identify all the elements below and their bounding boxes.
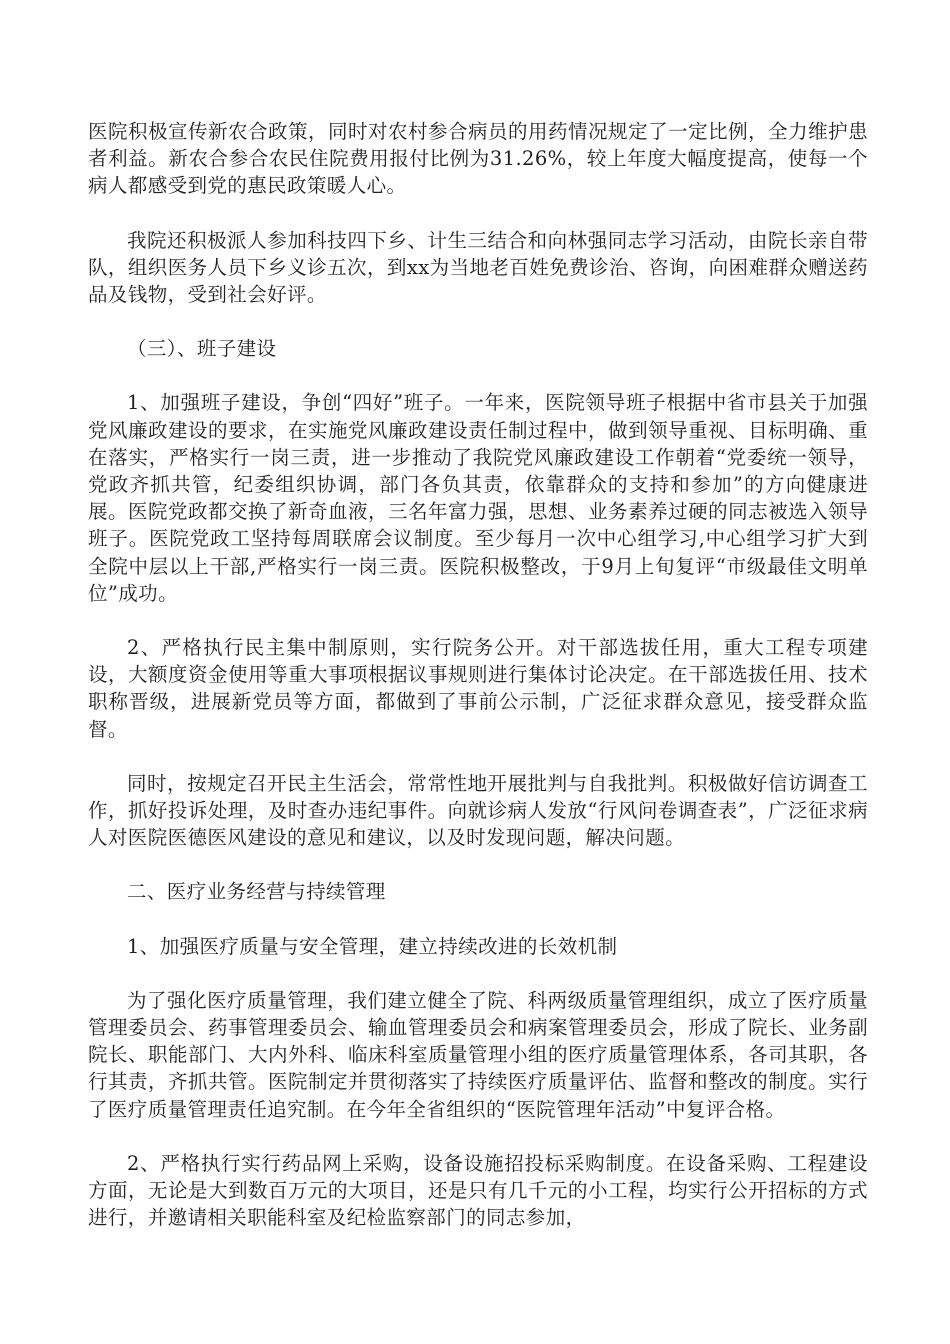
paragraph-ncms-policy: 医院积极宣传新农合政策，同时对农村参合病员的用药情况规定了一定比例，全力维护患者利益。新农合参合农民住院费用报付比例为31.26%，较上年度大幅度提高，使每一个病人都感受到党的惠民政策暖人心。 (88, 120, 868, 198)
paragraph-procurement: 2、严格执行实行药品网上采购，设备设施招投标采购制度。在设备采购、工程建设方面，无论是大到数百万元的大项目，还是只有几千元的小工程，均实行公开招标的方式进行，并邀请相关职能科室及纪检监察部门的同志参加， (88, 1151, 868, 1230)
subsection-heading-quality-safety: 1、加强医疗质量与安全管理，建立持续改进的长效机制 (127, 934, 618, 958)
paragraph-outreach-activities: 我院还积极派人参加科技四下乡、计生三结合和向林强同志学习活动，由院长亲自带队，组织医务人员下乡义诊五次，到xx为当地老百姓免费诊治、咨询，向困难群众赠送药品及钱物，受到社会好评。 (88, 228, 868, 307)
paragraph-quality-management: 为了强化医疗质量管理，我们建立健全了院、科两级质量管理组织，成立了医疗质量管理委员会、药事管理委员会、输血管理委员会和病案管理委员会，形成了院长、业务副院长、职能部门、大内外科、临床科室质量管理小组的医疗质量管理体系，各司其职，各行其责，齐抓共管。医院制定并贯彻落实了持续医疗质量评估、监督和整改的制度。实行了医疗质量管理责任追究制。在今年全省组织的“医院管理年活动”中复评合格。 (88, 988, 868, 1121)
document-body (88, 118, 868, 1259)
section-heading-medical-operations: 二、医疗业务经营与持续管理 (127, 880, 386, 904)
paragraph-leadership-building: 1、加强班子建设，争创“四好”班子。一年来，医院领导班子根据中省市县关于加强党风廉政建设的要求，在实施党风廉政建设责任制过程中，做到领导重视、目标明确、重在落实，严格实行一岗三责，进一步推动了我院党风廉政建设工作朝着“党委统一领导，党政齐抓共管，纪委组织协调，部门各负其责，依靠群众的支持和参加”的方向健康进展。医院党政都交换了新奇血液，三名年富力强，思想、业务素养过硬的同志被选入领导班子。医院党政工坚持每周联席会议制度。至少每月一次中心组学习,中心组学习扩大到全院中层以上干部,严格实行一岗三责。医院积极整改，于9月上旬复评“市级最佳文明单位”成功。 (88, 391, 868, 605)
paragraph-democratic-life: 同时，按规定召开民主生活会，常常性地开展批判与自我批判。积极做好信访调查工作，抓好投诉处理，及时查办违纪事件。向就诊病人发放“行风问卷调查表”，广泛征求病人对医院医德医风建设的意见和建议，以及时发现问题，解决问题。 (88, 771, 868, 850)
section-heading-leadership: （三）、班子建设 (127, 337, 277, 361)
paragraph-democratic-centralism: 2、严格执行民主集中制原则，实行院务公开。对干部选拔任用，重大工程专项建设，大额度资金使用等重大事项根据议事规则进行集体讨论决定。在干部选拔任用、技术职称晋级，进展新党员等方面，都做到了事前公示制，广泛征求群众意见，接受群众监督。 (88, 636, 868, 741)
